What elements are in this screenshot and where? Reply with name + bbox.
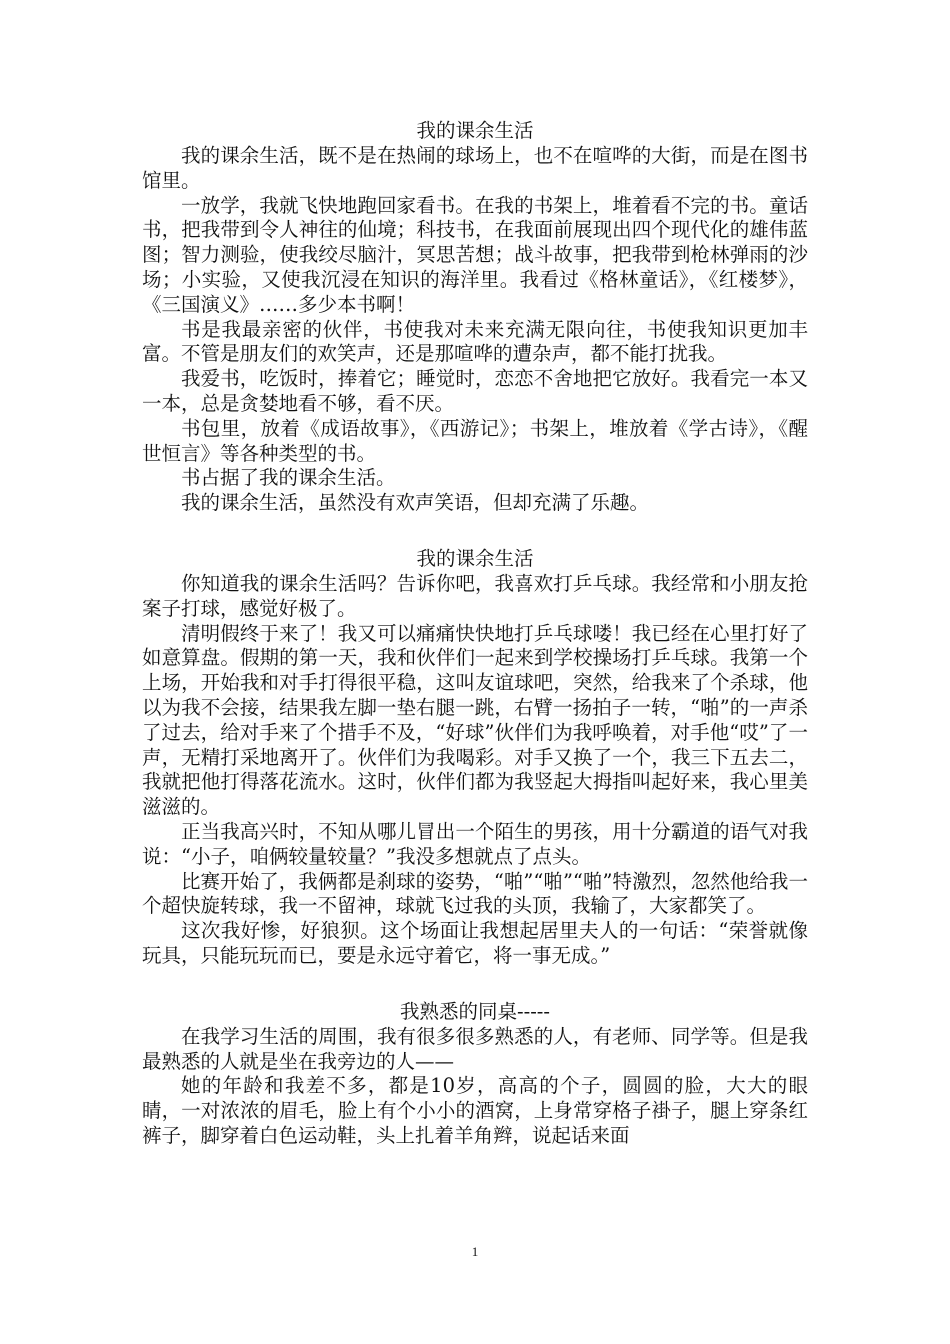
page-number: 1 [471, 1244, 479, 1259]
paragraph: 一放学，我就飞快地跑回家看书。在我的书架上，堆着看不完的书。童话书，把我带到令人神往的仙境；科技书，在我面前展现出四个现代化的雄伟蓝图；智力测验，使我绞尽脑汁，冥思苦想；战斗故事，把我带到枪林弹雨的沙场；小实验，又使我沉浸在知识的海洋里。我看过《格林童话》，《红楼梦》，《三国演义》……多少本书啊！ [142, 193, 808, 316]
paragraph: 我的课余生活，既不是在热闹的球场上，也不在喧哗的大街，而是在图书馆里。 [142, 144, 808, 192]
paragraph: 书包里，放着《成语故事》，《西游记》；书架上，堆放着《学古诗》，《醒世恒言》等各种类型的书。 [142, 416, 808, 465]
paragraph: 清明假终于来了！我又可以痛痛快快地打乒乓球喽！我已经在心里打好了如意算盘。假期的第一天，我和伙伴们一起来到学校操场打乒乓球。我第一个上场，开始我和对手打得很平稳，这叫友谊球吧，突然，给我来了个杀球，他以为我不会接，结果我左脚一垫右腿一跳，右臂一扬拍子一转，“啪”的一声杀了过去，给对手来了个措手不及，“好球”伙伴们为我呼唤着，对手他“哎”了一声，无精打采地离开了。伙伴们为我喝彩。对手又换了一个，我三下五去二，我就把他打得落花流水。这时，伙伴们都为我竖起大拇指叫起好来，我心里美滋滋的。 [142, 621, 808, 819]
essay-1 [142, 118, 808, 516]
paragraph: 在我学习生活的周围，我有很多很多熟悉的人，有老师、同学等。但是我最熟悉的人就是坐在我旁边的人—— [142, 1024, 808, 1073]
paragraph: 书是我最亲密的伙伴，书使我对未来充满无限向往，书使我知识更加丰富。不管是朋友们的欢笑声，还是那喧哗的遭杂声，都不能打扰我。 [142, 317, 808, 366]
paragraph: 我的课余生活，虽然没有欢声笑语，但却充满了乐趣。 [181, 491, 650, 515]
essay-2 [142, 546, 808, 969]
paragraph: 正当我高兴时，不知从哪儿冒出一个陌生的男孩，用十分霸道的语气对我说：“小子，咱俩较量较量？”我没多想就点了点头。 [142, 819, 808, 868]
paragraph: 她的年龄和我差不多，都是10岁，高高的个子，圆圆的脸，大大的眼睛，一对浓浓的眉毛，脸上有个小小的酒窝，上身常穿格子褂子，腿上穿条红裤子，脚穿着白色运动鞋，头上扎着羊角辫，说起话来面 [142, 1074, 808, 1147]
essay-title: 我的课余生活 [416, 546, 534, 570]
essay-title: 我的课余生活 [416, 119, 534, 142]
document-page [142, 118, 808, 1149]
essay-3 [142, 999, 808, 1149]
paragraph: 比赛开始了，我俩都是刹球的姿势，“啪”“啪”“啪”特激烈，忽然他给我一个超快旋转球，我一不留神，球就飞过我的头顶，我输了，大家都笑了。 [142, 869, 808, 918]
paragraph: 书占据了我的课余生活。 [181, 466, 396, 490]
paragraph: 这次我好惨，好狼狈。这个场面让我想起居里夫人的一句话：“荣誉就像玩具，只能玩玩而已，要是永远守着它，将一事无成。” [142, 919, 808, 967]
essay-title: 我熟悉的同桌----- [400, 999, 550, 1023]
paragraph: 你知道我的课余生活吗？告诉你吧，我喜欢打乒乓球。我经常和小朋友抢案子打球，感觉好极了。 [142, 571, 808, 620]
paragraph: 我爱书，吃饭时，捧着它；睡觉时，恋恋不舍地把它放好。我看完一本又一本，总是贪婪地看不够，看不厌。 [142, 367, 808, 415]
